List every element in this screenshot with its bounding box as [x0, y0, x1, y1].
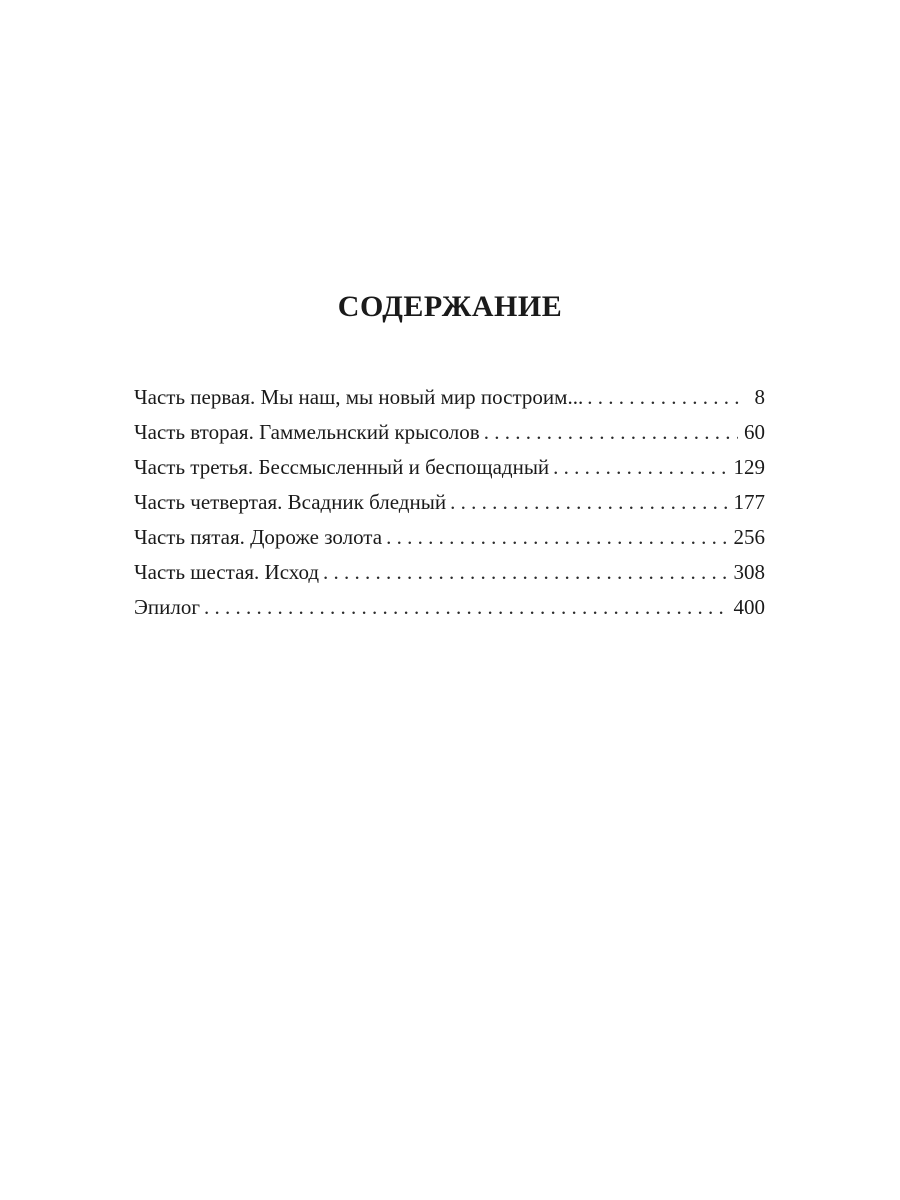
toc-entry-title: Часть шестая. Исход — [134, 560, 320, 584]
toc-page-number: 177 — [733, 490, 765, 514]
toc-entry — [134, 590, 765, 625]
dot-leader — [484, 415, 738, 450]
toc-entry — [134, 380, 765, 415]
page-title: СОДЕРЖАНИЕ — [337, 290, 563, 323]
toc-entry-title: Часть четвертая. Всадник бледный — [134, 490, 447, 514]
toc-page-number: 8 — [754, 385, 765, 409]
toc-page-number: 60 — [744, 420, 765, 444]
toc-entry — [134, 415, 765, 450]
table-of-contents — [134, 380, 765, 625]
dot-leader — [204, 590, 728, 625]
toc-entry — [134, 555, 765, 590]
toc-entry-title: Часть третья. Бессмысленный и беспощадный — [134, 455, 550, 479]
dot-leader — [386, 520, 727, 555]
toc-page-number: 256 — [733, 525, 765, 549]
toc-entry — [134, 450, 765, 485]
toc-entry-title: Часть вторая. Гаммельнский крысолов — [134, 420, 480, 444]
toc-page-number: 129 — [733, 455, 765, 479]
dot-leader — [553, 450, 727, 485]
dot-leader — [450, 485, 727, 520]
toc-entry-title: Часть первая. Мы наш, мы новый мир построим... — [134, 385, 584, 409]
dot-leader — [323, 555, 727, 590]
toc-entry — [134, 485, 765, 520]
toc-entry-title: Эпилог — [134, 595, 200, 619]
toc-entry — [134, 520, 765, 555]
dot-leader — [587, 380, 739, 415]
toc-entry-title: Часть пятая. Дороже золота — [134, 525, 383, 549]
toc-page-number: 400 — [733, 595, 765, 619]
toc-page-number: 308 — [733, 560, 765, 584]
